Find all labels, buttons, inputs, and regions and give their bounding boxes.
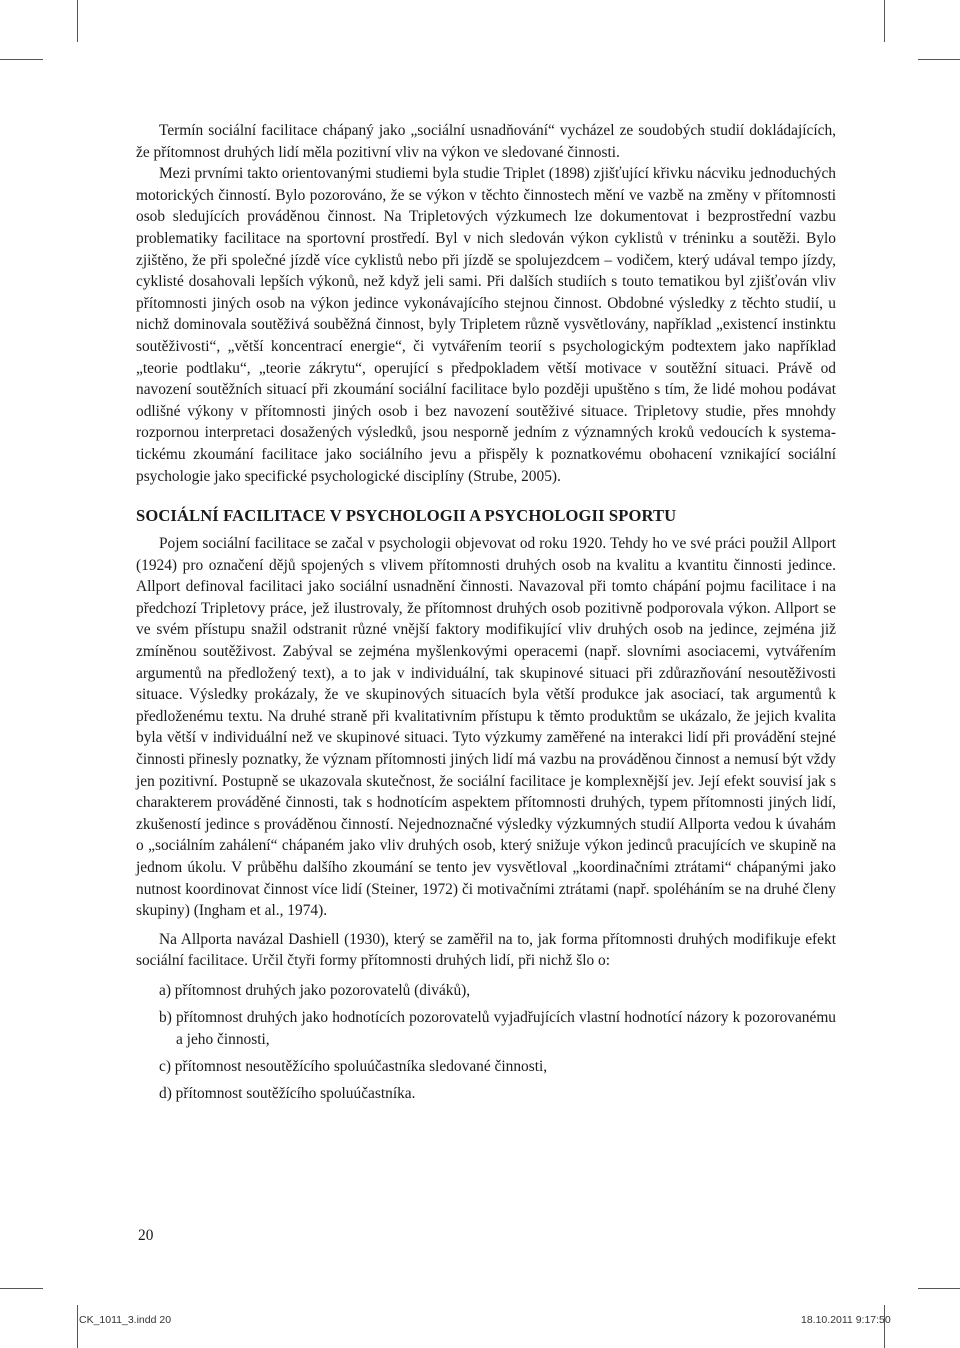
page-number: 20 [138, 1227, 154, 1244]
forms-list [136, 980, 836, 1105]
page-content [136, 120, 836, 1110]
crop-mark [918, 1288, 960, 1289]
section-heading: SOCIÁLNÍ FACILITACE V PSYCHOLOGII A PSYCHOLOGII SPORTU [136, 506, 677, 526]
crop-mark [77, 0, 78, 42]
crop-mark [884, 1305, 885, 1348]
list-item: d) přítomnost soutěžícího spoluúčastníka. [159, 1085, 416, 1103]
paragraph-intro-1: Termín sociální facilitace chápaný jako „sociální usnadňování“ vycházel ze soudobých studií dokládajících, že přítomnost druhých lidí měla pozitivní vliv na výkon ve sledované činnosti. [136, 122, 836, 161]
crop-mark [918, 59, 960, 60]
list-item: a) přítomnost druhých jako pozorovatelů (diváků), [159, 981, 471, 999]
crop-mark [0, 59, 43, 60]
slug-file: CK_1011_3.indd 20 [79, 1314, 172, 1326]
slug-date: 18.10.2011 9:17:50 [801, 1314, 891, 1326]
paragraph-section-1: Pojem sociální facilitace se začal v psychologii objevovat od roku 1920. Tehdy ho ve své práci použil Allport (1924) pro označení dějů spojených s vlivem přítomnosti druhých osob na kvalitu a kvantitu činnosti jedince. Allport definoval facilitaci jako sociální usnadnění činnosti. Navazoval při tomto chápání pojmu facilitace i na předchozí Tripletovy práce, jež ilustrovaly, že přítomnost druhých osob pozitivně podporovala výkon. Allport se ve svém přístupu snažil odstranit různé vnější faktory modifikující vliv druhých osob na jedince, zejména již zmíněnou soutěživost. Zabýval se zejména myšlenkovými operacemi (např. slovními asociacemi, vytvářením argumentů na předložený text), a to jak v individuální, tak skupinové situaci při zdůrazňování nesoutěživosti situace. Výsledky prokázaly, že ve skupinových situacích byla větší produkce jak asociací, tak argumentů k předloženému textu. Na druhé straně při kvalitativním přístupu k těmto produktům se ukázalo, že jejich kvalita byla větší v individuální než ve skupinové situaci. Tyto výzkumy zaměřené na interakci lidí při provádění stejné činnosti přinesly poznatky, že význam přítomnosti jiných lidí má vazbu na prováděnou činnost a nemusí být vždy jen pozitivní. Postupně se ukazovala skutečnost, že sociální facilitace je komplexnější jev. Její efekt souvisí jak s charakterem prováděné činnosti, tak s hodnotícím aspektem přítomnosti druhých, typem přítomnosti jiných lidí, zkušeností jedince s prováděnou činností. Nejednoznačné výsledky výzkumných studií Allporta vedou k úvahám o „sociálním zahálení“ chápaném jako vliv druhých osob, který snižuje výkon jedinců pracujících ve skupině na jednom úkolu. V průběhu dalšího zkoumání se tento jev vysvětloval „koordinačními ztrátami“ chápanými jako nutnost koordinovat činnost více lidí (Steiner, 1972) či motivačními ztrátami (např. spoléháním se na druhé členy skupiny) (Ingham et al., 1974). [136, 535, 836, 920]
paragraph-intro-2: Mezi prvními takto orientovanými studiemi byla studie Triplet (1898) zjišťující křivku nácviku jednoduchých motorických činností. Bylo pozorováno, že se výkon v těchto činnostech mění ve vazbě na změny v přítomnosti osob sledujících prováděnou činnost. Na Tripletových výzkumech lze dokumentovat i bezprostřední vazbu problematiky facilitace na sportovní prostředí. Byl v nich sledován výkon cyklistů v tréninku a soutěži. Bylo zjištěno, že při společné jízdě více cyklistů nebo při jízdě se spolujezdcem – vodičem, který udával tempo jízdy, cyklisté dosahovali lepších výkonů, než když jeli sami. Při dalších studiích s touto tematikou byl zjišťován vliv přítomnosti jiných osob na výkon jedince vykonávajícího stejnou činnost. Obdobné výsledky z těchto studií, u nichž dominovala soutěživá souběžná činnost, byly Tripletem různě vysvětlovány, například „existencí instinktu soutěživosti“, „větší koncentrací energie“, či vytvářením teorií s psychologickým podtextem jako například „teorie podtlaku“, „teorie zákrytu“, operující s předpokladem větší motivace v soutěžní situaci. Právě od navození soutěžních situací při zkoumání sociální facilitace bylo později upuštěno s tím, že lidé mohou podávat odlišné výkony v přítomnosti jiných osob i bez navození soutěživé situace. Tripletovy studie, přes mnohdy rozpornou interpretaci dosažených výsledků, jsou nesporně jedním z významných kroků vedoucích k systematickému zkoumání facilitace jako sociálního jevu a přispěly k poznatkovému obohacení vznikající sociální psychologie jako specifické psychologické disciplíny (Strube, 2005). [136, 165, 836, 485]
list-item: b) přítomnost druhých jako hodnotících pozorovatelů vyjadřujících vlastní hodnotící názory k pozorovanému a jeho činnosti, [159, 1009, 836, 1048]
crop-mark [77, 1305, 78, 1348]
crop-mark [884, 0, 885, 42]
crop-mark [0, 1288, 43, 1289]
list-item: c) přítomnost nesoutěžícího spoluúčastníka sledované činnosti, [159, 1057, 548, 1075]
paragraph-section-2: Na Allporta navázal Dashiell (1930), který se zaměřil na to, jak forma přítomnosti druhých modifikuje efekt sociální facilitace. Určil čtyři formy přítomnosti druhých lidí, při nichž šlo o: [136, 930, 836, 970]
